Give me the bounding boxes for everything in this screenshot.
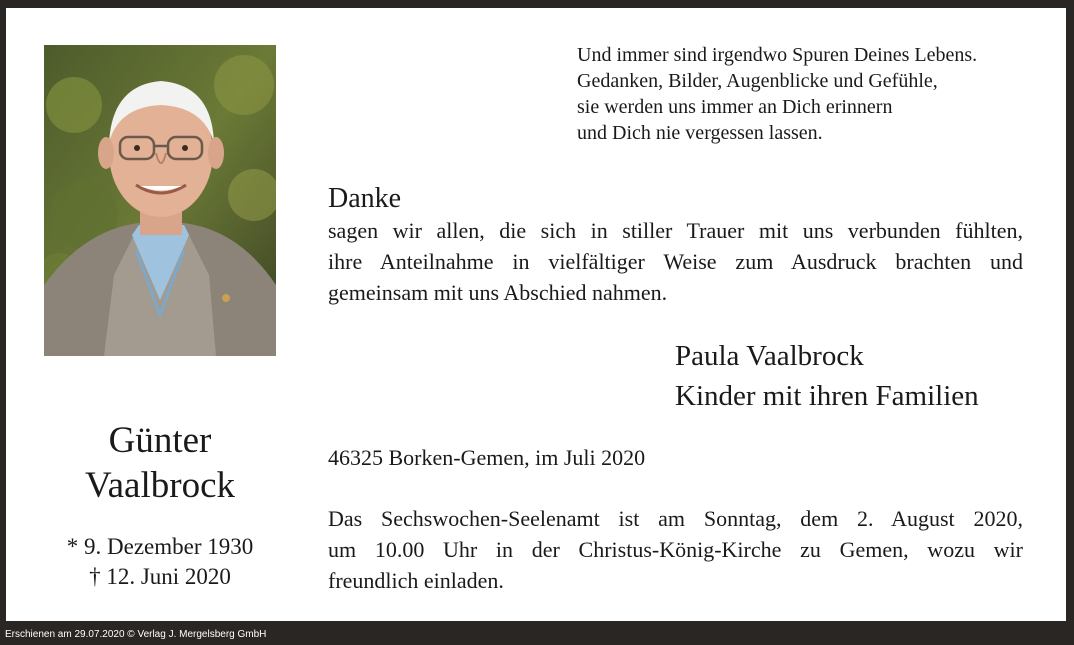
thanks-line: gemeinsam mit uns Abschied nahmen. [328,280,668,305]
death-date: † 12. Juni 2020 [89,564,231,589]
obituary-card [6,8,1066,621]
portrait-icon [44,45,276,356]
poem-line: und Dich nie vergessen lassen. [577,122,823,144]
place-date: 46325 Borken-Gemen, im Juli 2020 [328,445,646,470]
signature-line-1: Paula Vaalbrock [675,340,864,372]
thanks-paragraph [328,215,1023,308]
poem-line: Und immer sind irgendwo Spuren Deines Lebens. [577,44,978,66]
thanks-heading: Danke [328,183,402,214]
service-line: um 10.00 Uhr in der Christus-König-Kirche zu Gemen, wozu wir [328,537,1023,562]
poem-line: sie werden uns immer an Dich erinnern [577,96,893,118]
deceased-last-name: Vaalbrock [85,465,235,506]
thanks-line: ihre Anteilnahme in vielfältiger Weise zum Ausdruck brachten und [328,249,1023,274]
poem [577,42,977,146]
signature-line-2: Kinder mit ihren Familien [675,380,979,412]
portrait-photo [44,45,276,356]
poem-line: Gedanken, Bilder, Augenblicke und Gefühle, [577,70,938,92]
service-line: freundlich einladen. [328,568,504,593]
publication-footer: Erschienen am 29.07.2020 © Verlag J. Mergelsberg GmbH [5,629,267,640]
service-line: Das Sechswochen-Seelenamt ist am Sonntag, dem 2. August 2020, [328,506,1023,531]
thanks-line: sagen wir allen, die sich in stiller Trauer mit uns verbunden fühlten, [328,218,1023,243]
service-paragraph [328,503,1023,596]
deceased-first-name: Günter [108,420,212,461]
birth-date: * 9. Dezember 1930 [66,534,254,559]
